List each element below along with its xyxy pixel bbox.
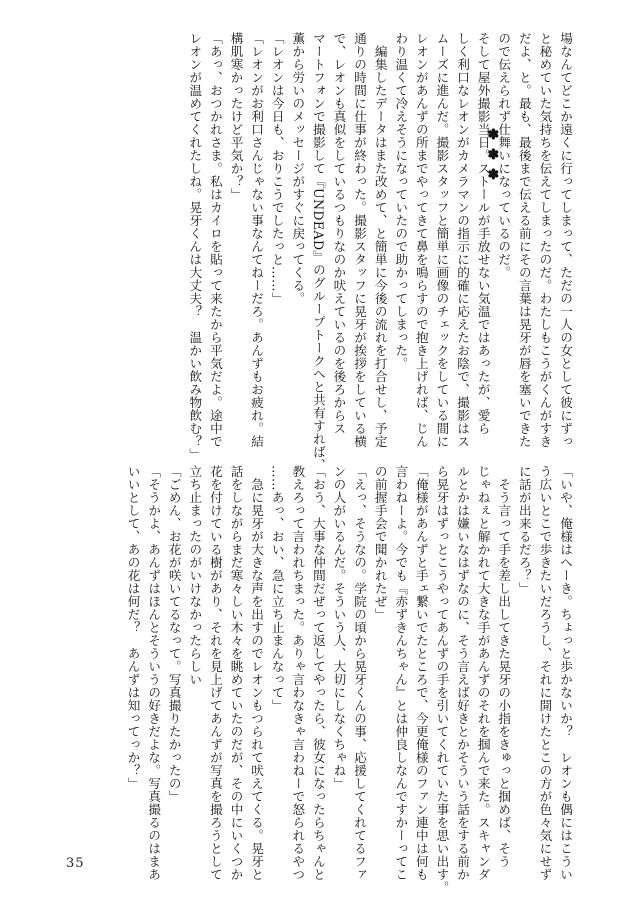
- text-line: 構肌寒かったけど平気か？」: [228, 32, 244, 201]
- section-break-star: ✽: [487, 127, 500, 143]
- text-line: 「ごめん、お花が咲いてるなって。写真撮りたかったの」: [166, 465, 182, 803]
- text-line: 薫から労いのメッセージがすぐに戻ってくる。: [290, 32, 306, 305]
- section-break: [487, 128, 499, 182]
- text-line: の前握手会で聞かれたぜ」: [372, 465, 388, 621]
- text-line: 「俺様があんずと手ェ繋いでたところで、今更俺様のファン連中は何も: [413, 465, 429, 881]
- upper-text-block: [184, 32, 575, 472]
- text-line: 花を付けている樹があり、それを見上げてあんずが写真を撮ろうとして: [207, 465, 223, 881]
- text-line: う広いとこで歩きたいだろうし、それに開けたとこの方が色々気にせず: [537, 465, 553, 881]
- text-line: と秘めていた気持ちを伝えてしまったのだ。わたしもこうがくんがすき: [537, 32, 553, 448]
- text-line: いいとして、あの花は何だ？ あんずは知ってっか？」: [125, 465, 141, 790]
- text-line: 言わねーよ。今でも『赤ずきんちゃん』とは仲良しなんですかーってこ: [393, 465, 409, 881]
- text-line: ンの人がいるんだ。そういう人、大切にしなくちゃね」: [331, 465, 347, 790]
- text-line: ……あっ、おい、急に立ち止まんなって」: [269, 465, 285, 712]
- text-line: 「いや、俺様はへーき。ちょっと歩かないか？ レオンも偶にはこうい: [558, 465, 573, 881]
- text-line: レオンが温めてくれたしね。晃牙くんは大丈夫？ 温かい飲み物飲む？」: [187, 32, 203, 461]
- text-line: ので伝えられず仕舞いになっているのだ。: [496, 32, 512, 279]
- text-line: レオンがあんずの所までやってきて鼻を鳴らすので抱き上げれば、じん: [413, 32, 429, 448]
- text-line: 「おう、大事な仲間だぜって返してやったら、彼女になったらちゃんと: [310, 465, 326, 881]
- text-line: 急に晃牙が大きな声を出すのでレオンもつられて吠えてくる。晃牙と: [249, 465, 265, 881]
- text-line: わり温くて冷えそうになっていたので助かってしまった。: [393, 32, 409, 370]
- text-line: そう言って手を差し出してきた晃牙の小指をきゅっと掴めば、そう: [496, 465, 512, 868]
- section-break-star: ✽: [487, 167, 500, 183]
- text-line: 立ち止まったのがいけなかったらしい: [187, 465, 203, 686]
- text-line: 話をしながらまだ寒々しい木々を眺めていたのだが、その中にいくつか: [228, 465, 244, 881]
- text-line: 「レオンがお利口さんじゃない事なんてねーだろ。あんずもお疲れ。結: [249, 32, 265, 448]
- text-line: 「えっ、そうなの。学院の頃から晃牙くんの事、応援してくれてるファ: [352, 465, 368, 881]
- text-line: で、レオンも真似をしているつもりなのか吠えているのを後ろからス: [331, 32, 347, 435]
- text-line: だよ、と。最も、最後まで伝える前にその言葉は晃牙が唇を塞いできた: [516, 32, 532, 448]
- section-break-star: ✽: [487, 147, 500, 163]
- text-line: 「レオンは今日も、おりこうでしたっと……」: [269, 32, 285, 305]
- text-line: 教えろって言われちまった。ありゃ言わなきゃ言わねーで怒られるやつ: [290, 465, 306, 881]
- page-number: 35: [66, 856, 85, 871]
- lower-text-block: [122, 465, 575, 894]
- text-line: しく利口なレオンがカメラマンの指示に的確に応えたお陰で、撮影はス: [455, 32, 471, 448]
- text-line: 「あっ、おつかれさま。私はカイロを貼って来たから平気だよ。途中で: [207, 32, 223, 448]
- text-line: じゃねぇと解かれて大きな手があんずのそれを掴んで来た。スキャンダ: [475, 465, 491, 881]
- text-line: 通りの時間に仕事が終わった。撮影スタッフに晃牙が挨拶をしている横: [352, 32, 368, 448]
- text-line: に話が出来るだろ？」: [516, 465, 532, 595]
- text-line: そして屋外撮影当日。ストールが手放せない気温ではあったが、愛ら: [475, 32, 491, 435]
- text-line: ルとかは嫌いなはずなのに、そう言えば好きとかそういう話をする前か: [455, 465, 471, 881]
- text-line: ら晃牙はずっとこうやってあんずの手を引いてくれていた事を思い出す。: [434, 465, 450, 894]
- text-line: 「そうかよ、あんずはほんとそういうの好きだよな。写真撮るのはまあ: [146, 465, 162, 881]
- text-line: マートフォンで撮影して『UNDEAD』のグループトークへと共有すれば、: [310, 32, 326, 472]
- text-line: 場なんてどこか遠くに行ってしまって、ただの一人の女として彼にずっ: [558, 32, 573, 448]
- text-line: 編集したデータはまた改めて、と簡単に今後の流れを打合せし、予定: [372, 32, 388, 448]
- text-line: ムーズに進んだ。撮影スタッフと簡単に画像のチェックをしている間に: [434, 32, 450, 448]
